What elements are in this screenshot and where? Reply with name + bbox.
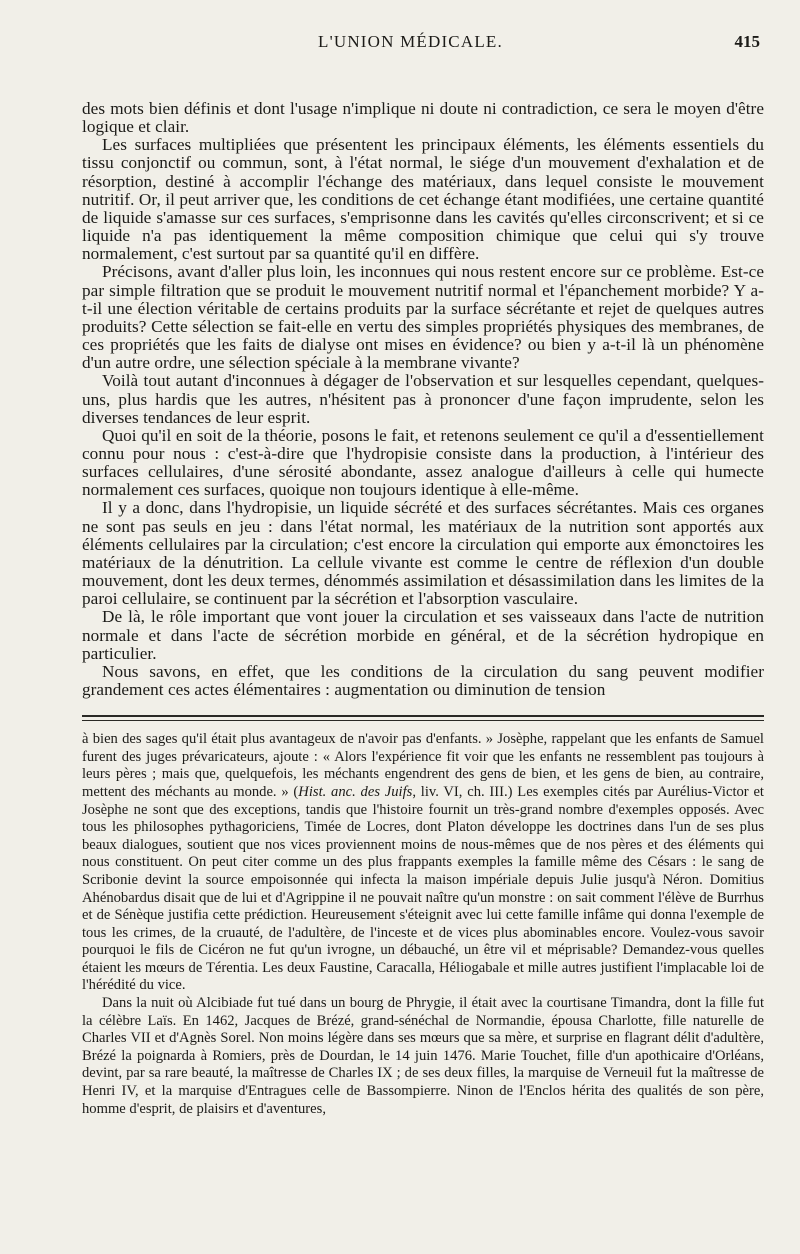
footnote-citation-title: Hist. anc. des Juifs [298, 783, 413, 800]
footnote-divider [82, 715, 764, 717]
footnote-paragraph [82, 731, 764, 995]
body-paragraph: Quoi qu'il en soit de la théorie, posons le fait, et retenons seulement ce qu'il a d'essentiellement connu pour nous : c'est-à-dire que l'hydropisie consiste dans la production, à l'intérieur des surfaces cellulaires, d'une sérosité abondante, assez analogue d'ailleurs à celle qui humecte normalement ces surfaces, quoique non toujours identique à elle-même. [82, 425, 764, 500]
body-paragraph: Il y a donc, dans l'hydropisie, un liquide sécrété et des surfaces sécrétantes. Mais ces organes ne sont pas seuls en jeu : dans l'état normal, les matériaux de la nutrition sont apportés aux éléments cellulaires par la circulation; c'est encore la circulation qui emporte aux émonctoires les matériaux de la dénutrition. La cellule vivante est comme le centre de réflexion d'un double mouvement, dont les deux termes, dénommés assimilation et désassimilation dans les limites de la paroi cellulaire, se continuent par la sécrétion et l'absorption vasculaire. [82, 498, 764, 609]
body-paragraph: De là, le rôle important que vont jouer la circulation et ses vaisseaux dans l'acte de nutrition normale et dans l'acte de sécrétion morbide en général, et de la sécrétion hydropique en particulier. [82, 607, 764, 663]
running-header [82, 26, 764, 58]
footnotes [82, 731, 764, 1118]
body-paragraph: des mots bien définis et dont l'usage n'implique ni doute ni contradiction, ce sera le moyen d'être logique et clair. [82, 99, 764, 137]
body-paragraph: Nous savons, en effet, que les conditions de la circulation du sang peuvent modifier grandement ces actes élémentaires : augmentation ou diminution de tension [82, 661, 764, 699]
footnote-paragraph: Dans la nuit où Alcibiade fut tué dans un bourg de Phrygie, il était avec la courtisane Timandra, dont la fille fut la célèbre Laïs. En 1462, Jacques de Brézé, grand-sénéchal de Normandie, épousa Charlotte, fille naturelle de Charles VII et d'Agnès Sorel. Non moins légère dans ses mœurs que sa mère, et surprise en flagrant délit d'adultère, Brézé la poignarda à Romiers, près de Dourdan, le 14 juin 1476. Marie Touchet, fille d'un apothicaire d'Orléans, devint, par sa rare beauté, la maîtresse de Charles IX ; de ses deux filles, la marquise de Verneuil fut la maîtresse de Henri IV, et la marquise d'Entragues celle de Bassompierre. Ninon de l'Enclos hérita des qualités de son père, homme d'esprit, de plaisirs et d'aventures, [82, 995, 764, 1117]
footnote-text: à bien des sages qu'il était plus avantageux de n'avoir pas d'enfants. » Josèphe, rappelant que les enfants de Samuel furent des juges prévaricateurs, ajoute : « Alors l'expérience fit voir que les enfants ne ressemblent pas toujours à leurs pères ; mais que, quelquefois, les méchants engendrent des gens de bien, et les gens de bien, au contraire, mettent des méchants au monde. » ( [82, 731, 764, 800]
footnote-text: , liv. VI, ch. III.) Les exemples cités par Aurélius-Victor et Josèphe ne sont que des exceptions, tandis que l'histoire fournit un très-grand nombre d'exemples opposés. Avec tous les philosophes pythagoriciens, Timée de Locres, dont Platon développe les doctrines dans l'un de ses plus beaux dialogues, soutient que nos vices proviennent moins de nous-mêmes que de nos pères et des éléments qui nous constituent. On peut citer comme un des plus frappants exemples la famille même des Césars : le sang de Scribonie devint la source empoisonnée qui infecta la maison impériale depuis Julie jusqu'à Néron. Domitius Ahénobardus disait que de lui et d'Agrippine il ne pouvait naître qu'un monstre : on sait comment l'élève de Burrhus et de Sénèque justifia cette prédiction. Heureusement s'éteignit avec lui cette famille infâme qui donna l'exemple de tous les crimes, de la cruauté, de l'adultère, de l'inceste et de vices plus abominables encore. Voulez-vous savoir pourquoi le fils de Cicéron ne fut qu'un ivrogne, un débauché, un être vil et méprisable? Demandez-vous quelles étaient les mœurs de Térentia. Les deux Faustine, Caracalla, Héliogabale et mille autres justifient l'implacable loi de l'hérédité du vice. [82, 783, 764, 994]
body-paragraph: Les surfaces multipliées que présentent les principaux éléments, les éléments essentiels du tissu conjonctif ou commun, sont, à l'état normal, le siége d'un mouvement d'exhalation et de résorption, destiné à accomplir l'échange des matériaux, dans lequel consiste le mouvement nutritif. Or, il peut arriver que, les conditions de cet échange étant modifiées, une certaine quantité de liquide s'amasse sur ces surfaces, s'emprisonne dans les cavités qu'elles circonscrivent; et si ce liquide n'a pas identiquement la même composition chimique que celui qui s'y trouve normalement, c'est surtout par sa quantité qu'il en diffère. [82, 135, 764, 264]
running-title: L'UNION MÉDICALE. [318, 32, 503, 51]
footnote-divider-thin [82, 720, 764, 721]
body-paragraph: Précisons, avant d'aller plus loin, les inconnues qui nous restent encore sur ce problème. Est-ce par simple filtration que se produit le mouvement nutritif normal et l'épanchement morbide? Y a-t-il une élection véritable de certains produits par la surface sécrétante et rejet de quelques autres produits? Cette sélection se fait-elle en vertu des simples propriétés physiques des membranes, de ces propriétés que les faits de dialyse ont mises en évidence? ou bien y a-t-il là un phénomène d'un autre ordre, une sélection spéciale à la membrane vivante? [82, 262, 764, 373]
main-text [82, 100, 764, 699]
body-paragraph: Voilà tout autant d'inconnues à dégager de l'observation et sur lesquelles cependant, quelques-uns, plus hardis que les autres, n'hésitent pas à prononcer d'une façon imprudente, selon les diverses tendances de leur esprit. [82, 371, 764, 427]
page-number: 415 [734, 32, 760, 51]
